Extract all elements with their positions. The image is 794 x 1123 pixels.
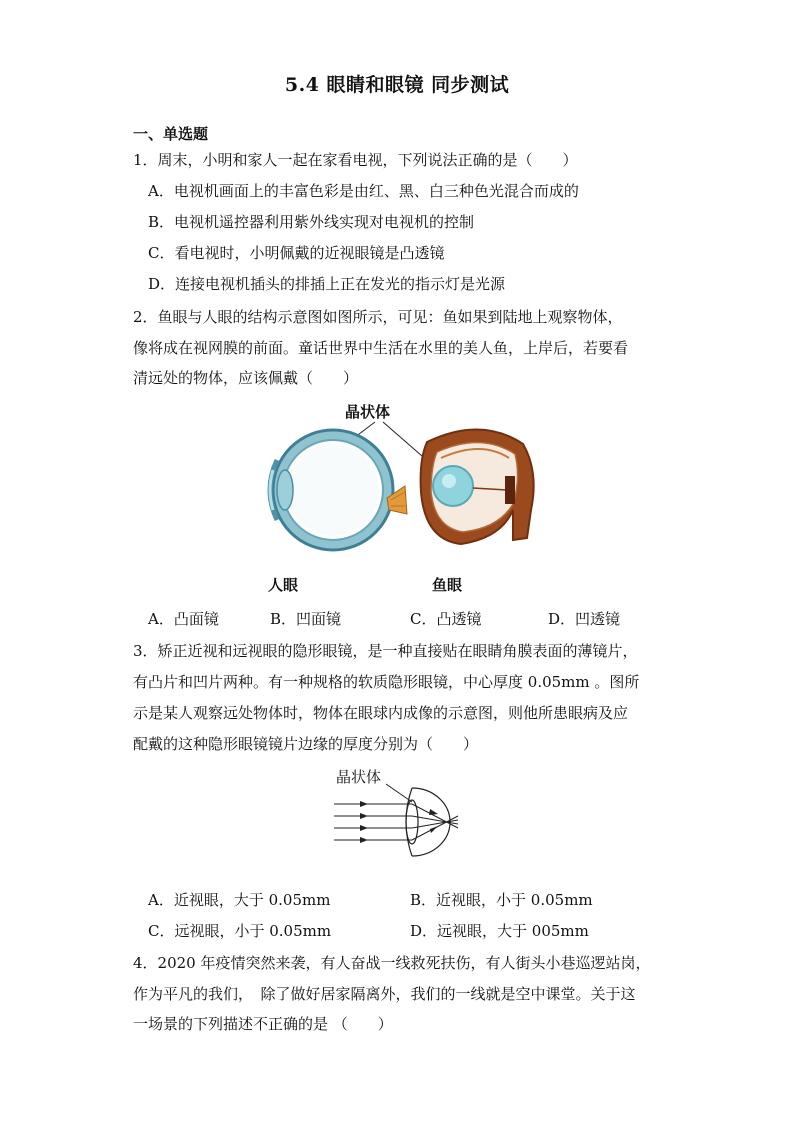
q2-option-a: A．凸面镜 <box>148 610 219 628</box>
human-eye-drawing <box>270 430 407 550</box>
q1-option-a: A．电视机画面上的丰富色彩是由红、黑、白三种色光混合而成的 <box>148 182 579 200</box>
q3-options-row-2 <box>148 920 648 940</box>
q3-stem-line-3: 示是某人观察远处物体时，物体在眼球内成像的示意图，则他所患眼病及应 <box>133 704 629 722</box>
q2-option-c: C．凸透镜 <box>410 610 482 628</box>
q4-stem-line-2: 作为平凡的我们， 除了做好居家隔离外，我们的一线就是空中课堂。关于这 <box>133 985 636 1003</box>
section-heading: 一、单选题 <box>133 125 209 143</box>
q2-stem-line-2: 像将成在视网膜的前面。童话世界中生活在水里的美人鱼，上岸后，若要看 <box>133 339 629 357</box>
q4-stem-line-1: 4．2020 年疫情突然来袭，有人奋战一线救死扶伤，有人街头小巷巡逻站岗， <box>133 954 651 972</box>
q2-lens-label: 晶状体 <box>345 403 391 421</box>
q1-option-d: D．连接电视机插头的排插上正在发光的指示灯是光源 <box>148 275 506 293</box>
fish-eye-label: 鱼眼 <box>432 576 463 594</box>
eye-comparison-figure <box>255 418 545 558</box>
q1-option-b: B．电视机遥控器利用紫外线实现对电视机的控制 <box>148 213 475 231</box>
page-title: 5.4 眼睛和眼镜 同步测试 <box>284 74 510 96</box>
q3-option-b: B．近视眼，小于 0.05mm <box>410 891 593 909</box>
q2-option-b: B．凹面镜 <box>270 610 342 628</box>
q3-stem-line-1: 3．矫正近视和远视眼的隐形眼镜，是一种直接贴在眼睛角膜表面的薄镜片， <box>133 642 638 660</box>
q1-stem: 1．周末，小明和家人一起在家看电视，下列说法正确的是（ ） <box>133 151 578 169</box>
q3-option-c: C．远视眼，小于 0.05mm <box>148 922 332 940</box>
q2-option-d: D．凹透镜 <box>548 610 621 628</box>
q2-stem-line-3: 清远处的物体，应该佩戴（ ） <box>133 369 359 387</box>
q3-option-d: D．远视眼，大于 005mm <box>410 922 589 940</box>
ray-diagram-figure <box>330 782 470 862</box>
human-eye-label: 人眼 <box>268 576 299 594</box>
q3-stem-line-4: 配戴的这种隐形眼镜镜片边缘的厚度分别为（ ） <box>133 735 479 753</box>
q3-lens-label: 晶状体 <box>336 768 382 786</box>
q3-stem-line-2: 有凸片和凹片两种。有一种规格的软质隐形眼镜，中心厚度 0.05mm 。图所 <box>133 673 640 691</box>
q3-options-row-1 <box>148 889 648 909</box>
fish-eye-drawing <box>421 429 534 544</box>
q2-options <box>148 608 648 628</box>
q3-option-a: A．近视眼，大于 0.05mm <box>148 891 331 909</box>
q1-option-c: C．看电视时，小明佩戴的近视眼镜是凸透镜 <box>148 244 445 262</box>
q4-stem-line-3: 一场景的下列描述不正确的是 （ ） <box>133 1015 393 1033</box>
q2-stem-line-1: 2．鱼眼与人眼的结构示意图如图所示，可见：鱼如果到陆地上观察物体， <box>133 308 623 326</box>
